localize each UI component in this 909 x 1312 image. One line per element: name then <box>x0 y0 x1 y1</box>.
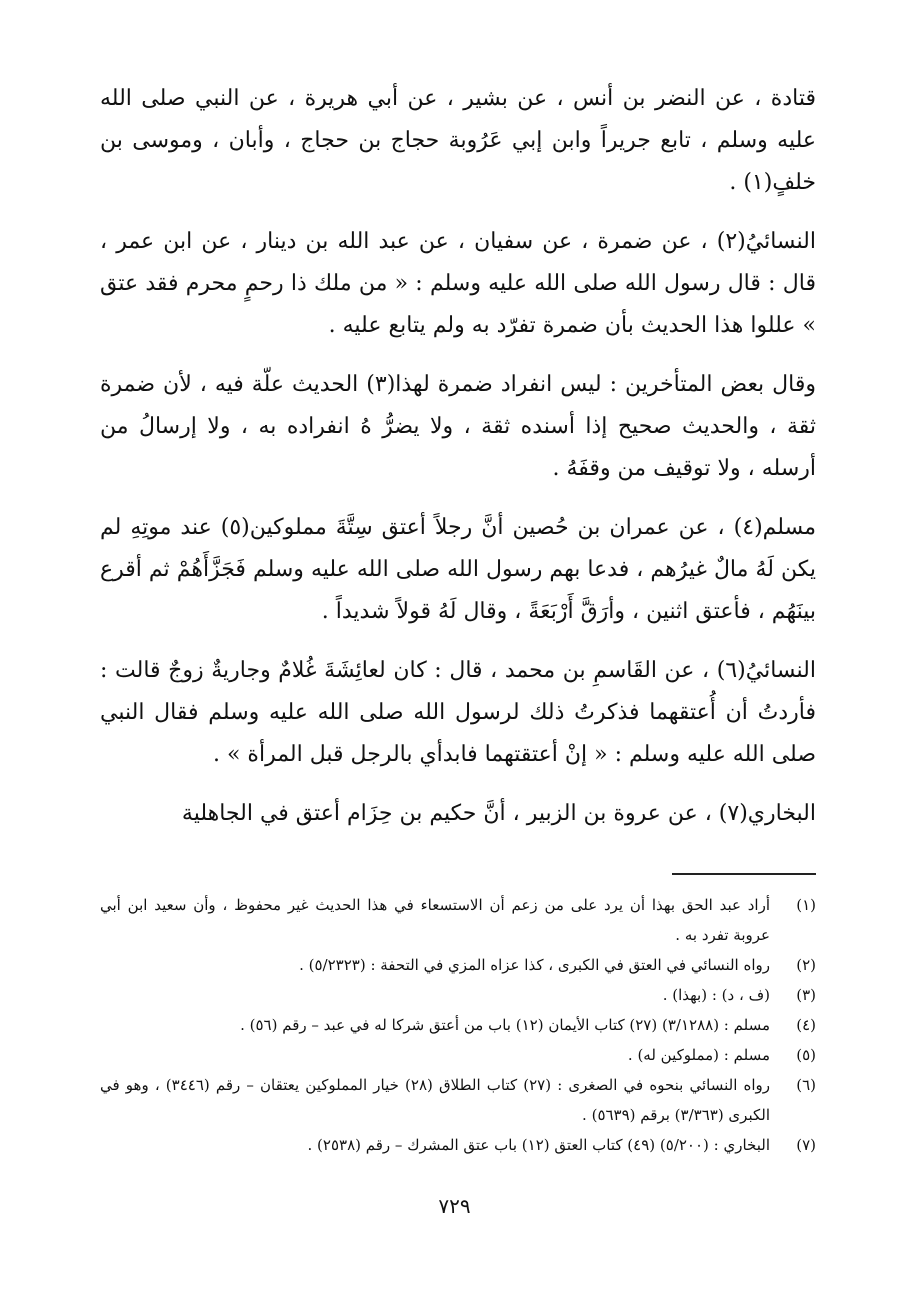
paragraph-5: النسائيُ(٦) ، عن القَاسمِ بن محمد ، قال : كان لعائِشَةَ غُلامٌ وجاريةٌ زوجٌ قالت : فأردتُ أن أُعتقهما فذكرتُ ذلك لرسول الله صلى الله عليه وسلم فقال النبي صلى الله عليه وسلم : « إنْ أعتقتهما فابدأي بالرجل قبل المرأة » . <box>100 658 816 767</box>
footnote-text: رواه النسائي بنحوه في الصغرى : (٢٧) كتاب الطلاق (٢٨) خيار المملوكين يعتقان – رقم (٣٤٤٦) ، وهو في الكبرى (٣/٣٦٣) برقم (٥٦٣٩) . <box>100 1076 771 1124</box>
footnote-3 <box>100 980 816 1010</box>
footnote-number: (١) <box>796 896 816 914</box>
footnote-5 <box>100 1040 816 1070</box>
footnote-number: (٤) <box>796 1016 816 1034</box>
paragraph-2: النسائيُ(٢) ، عن ضمرة ، عن سفيان ، عن عبد الله بن دينار ، عن ابن عمر ، قال : قال رسول الله صلى الله عليه وسلم : « من ملك ذا رحمٍ محرم فقد عتق » عللوا هذا الحديث بأن ضمرة تفرّد به ولم يتابع عليه . <box>100 229 816 338</box>
footnote-number: (٢) <box>796 956 816 974</box>
footnote-text: رواه النسائي في العتق في الكبرى ، كذا عزاه المزي في التحفة : (٥/٢٣٢٣) . <box>299 956 770 974</box>
footnote-number: (٥) <box>796 1046 816 1064</box>
footnote-text: مسلم : (٣/١٢٨٨) (٢٧) كتاب الأيمان (١٢) باب من أعتق شركا له في عبد – رقم (٥٦) . <box>240 1016 770 1034</box>
footnote-number: (٧) <box>796 1136 816 1154</box>
footnotes <box>100 890 816 1160</box>
paragraph-6: البخاري(٧) ، عن عروة بن الزبير ، أنَّ حكيم بن حِزَام أعتق في الجاهلية <box>181 801 816 826</box>
footnote-text: البخاري : (٥/٢٠٠) (٤٩) كتاب العتق (١٢) باب عتق المشرك – رقم (٢٥٣٨) . <box>307 1136 770 1154</box>
footnote-number: (٦) <box>796 1076 816 1094</box>
footnote-7 <box>100 1130 816 1160</box>
footnote-number: (٣) <box>796 986 816 1004</box>
footnote-text: مسلم : (مملوكين له) . <box>627 1046 770 1064</box>
footnote-divider <box>672 873 816 875</box>
footnote-text: (ف ، د) : (بهذا) . <box>662 986 770 1004</box>
paragraph-3: وقال بعض المتأخرين : ليس انفراد ضمرة لهذا(٣) الحديث علّة فيه ، لأن ضمرة ثقة ، والحديث صحيح إذا أسنده ثقة ، ولا يضرُّ هُ انفراده به ، ولا إرسالُ من أرسله ، ولا توقيف من وقفَهُ . <box>100 372 816 481</box>
footnote-4 <box>100 1010 816 1040</box>
footnote-1 <box>100 890 816 950</box>
footnote-2 <box>100 950 816 980</box>
paragraph-1: قتادة ، عن النضر بن أنس ، عن بشير ، عن أبي هريرة ، عن النبي صلى الله عليه وسلم ، تابع جريراً وابن إبي عَرُوبة حجاج بن حجاج ، وأبان ، وموسى بن خلفٍ(١) . <box>100 86 816 195</box>
main-text <box>100 78 816 852</box>
page-number: ٧٢٩ <box>438 1194 471 1218</box>
footnote-6 <box>100 1070 816 1130</box>
footnote-text: أراد عبد الحق بهذا أن يرد على من زعم أن الاستسعاء في هذا الحديث غير محفوظ ، وأن سعيد ابن أبي عروبة تفرد به . <box>100 896 770 944</box>
paragraph-4: مسلم(٤) ، عن عمران بن حُصين أنَّ رجلاً أعتق سِتَّةَ مملوكين(٥) عند موتِهِ لم يكن لَهُ مالٌ غيرُهم ، فدعا بهم رسول الله صلى الله عليه وسلم فَجَزَّأَهُمْ ثم أقرع بينَهُم ، فأعتق اثنين ، وأرَقَّ أَرْبَعَةً ، وقال لَهُ قولاً شديداً . <box>100 515 816 624</box>
